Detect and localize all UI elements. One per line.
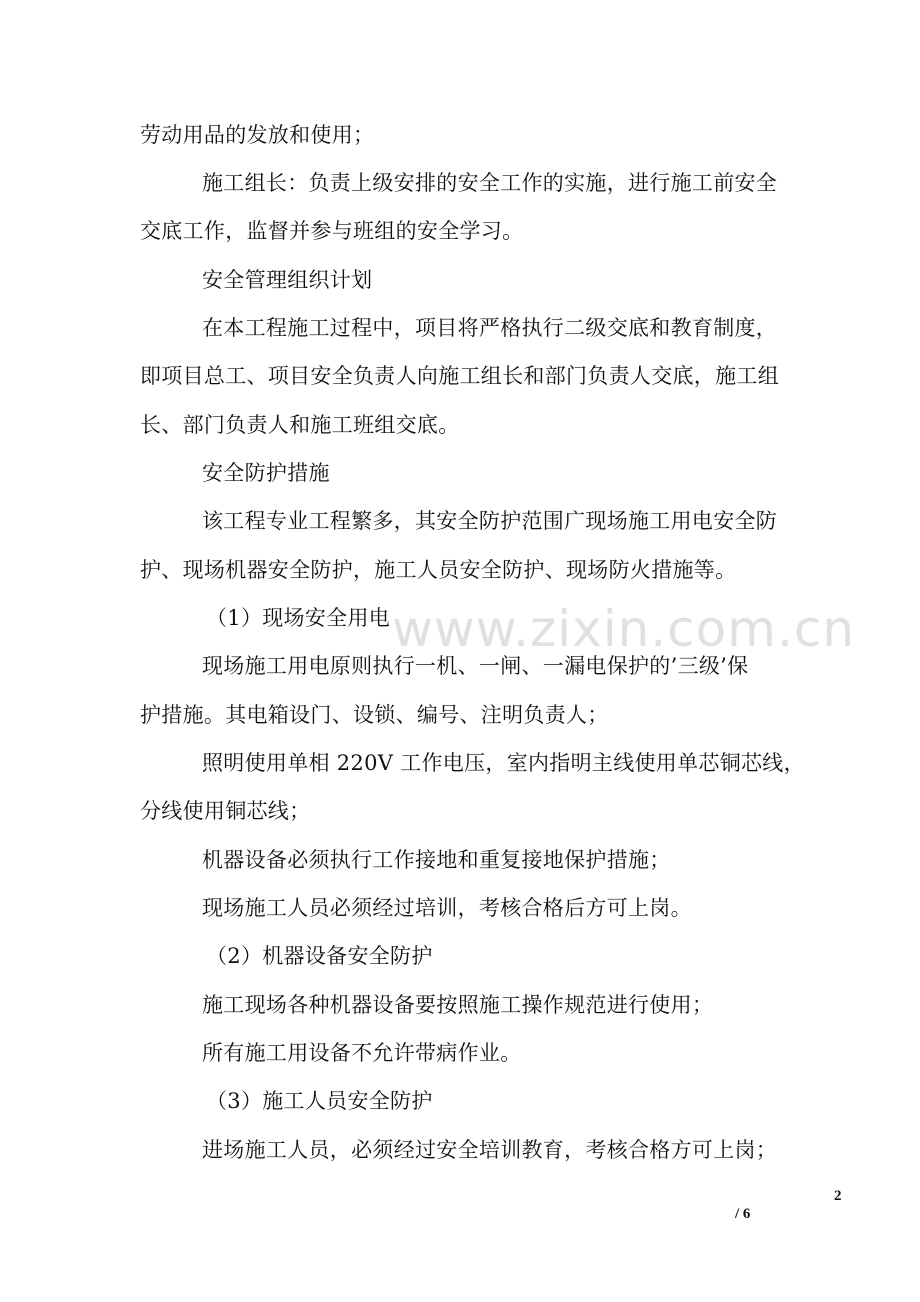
text-line: 机器设备必须执行工作接地和重复接地保护措施； [202, 848, 671, 872]
text-line: 护、现场机器安全防护，施工人员安全防护、现场防火措施等。 [140, 558, 737, 582]
text-line: 护措施。其电箱设门、设锁、编号、注明负责人； [140, 703, 609, 727]
text-line: 施工现场各种机器设备要按照施工操作规范进行使用； [202, 993, 714, 1017]
text-line: 交底工作，监督并参与班组的安全学习。 [140, 219, 524, 243]
page-number: 2 [834, 1188, 842, 1204]
text-line: 照明使用单相 220V 工作电压，室内指明主线使用单芯铜芯线， [202, 751, 805, 775]
section-heading: 安全管理组织计划 [202, 268, 373, 292]
watermark: www.zixin.com.cn [392, 600, 856, 658]
text-line: 现场施工用电原则执行一机、一闸、一漏电保护的’三级’保 [202, 654, 749, 678]
text-line: 施工组长：负责上级安排的安全工作的实施，进行施工前安全 [202, 171, 778, 195]
text-line: 现场施工人员必须经过培训，考核合格后方可上岗。 [202, 896, 692, 920]
text-line: 分线使用铜芯线； [140, 799, 311, 823]
text-line: 该工程专业工程繁多，其安全防护范围广现场施工用电安全防 [202, 509, 778, 533]
subsection-heading: （3）施工人员安全防护 [206, 1089, 433, 1113]
subsection-heading: （1）现场安全用电 [206, 606, 391, 630]
section-heading: 安全防护措施 [202, 461, 330, 485]
text-line: 在本工程施工过程中，项目将严格执行二级交底和教育制度， [202, 316, 778, 340]
page-total: / 6 [735, 1206, 751, 1222]
text-line: 即项目总工、项目安全负责人向施工组长和部门负责人交底，施工组 [140, 364, 779, 388]
text-line: 所有施工用设备不允许带病作业。 [202, 1041, 522, 1065]
text-line: 劳动用品的发放和使用； [140, 123, 375, 147]
text-line: 长、部门负责人和施工班组交底。 [140, 413, 460, 437]
subsection-heading: （2）机器设备安全防护 [206, 944, 433, 968]
text-line: 进场施工人员，必须经过安全培训教育，考核合格方可上岗； [202, 1138, 778, 1162]
